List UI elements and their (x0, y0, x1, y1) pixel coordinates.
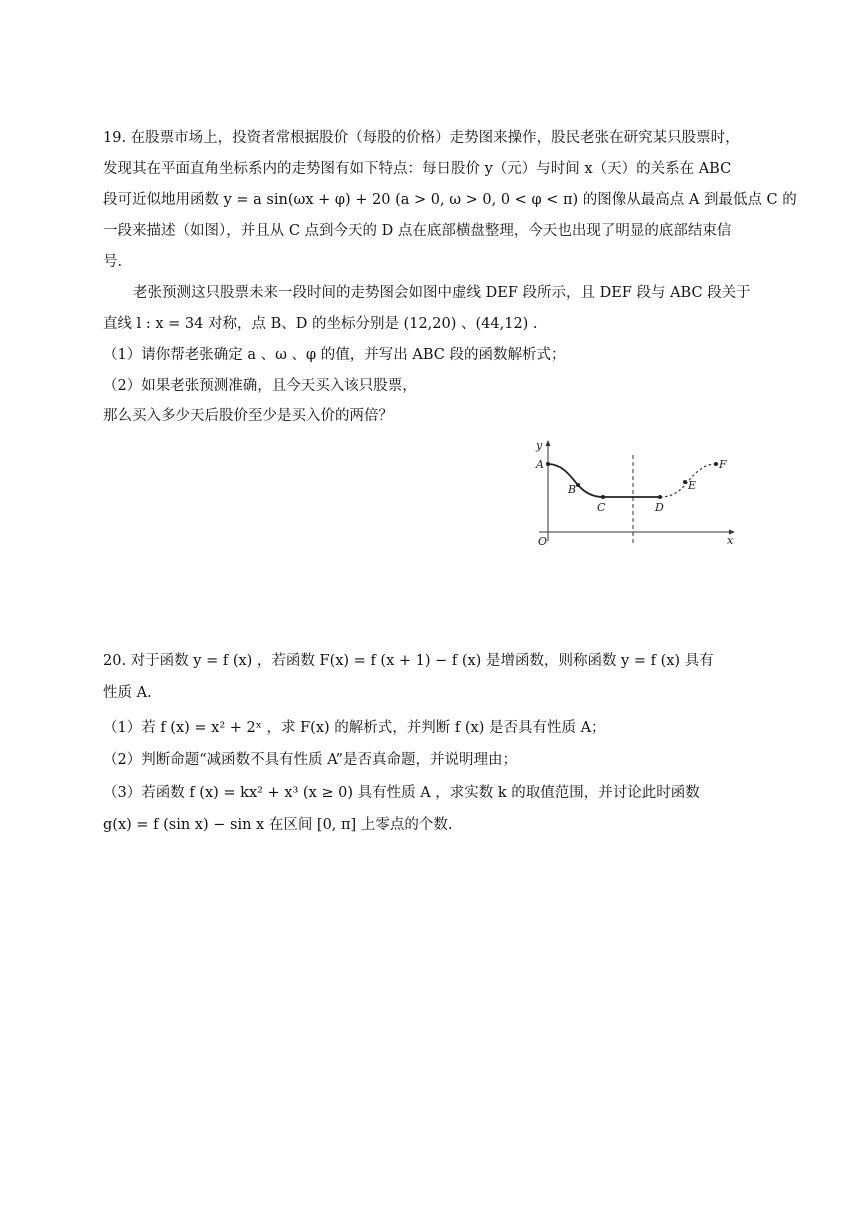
label-b: B (568, 483, 577, 496)
stock-trend-figure (533, 437, 738, 552)
label-f: F (719, 458, 727, 471)
point-f (714, 462, 718, 466)
label-a: A (536, 458, 544, 471)
q20-part-3-cont: g(x) = f (sin x) − sin x 在区间 [0, π] 上零点的个数. (103, 817, 453, 833)
label-origin: O (538, 535, 548, 548)
q19-part-2: （2）如果老张预测准确，且今天买入该只股票， (103, 378, 417, 394)
label-d: D (655, 501, 664, 514)
point-c (601, 495, 605, 499)
q20-part-1: （1）若 f (x) = x² + 2ˣ ，求 F(x) 的解析式，并判断 f (x) 是否具有性质 A； (103, 720, 606, 736)
label-x: x (727, 534, 734, 547)
q19-line-6: 老张预测这只股票未来一段时间的走势图会如图中虚线 DEF 段所示，且 DEF 段与 ABC 段关于 (133, 285, 751, 301)
point-d (658, 495, 662, 499)
point-e (683, 480, 687, 484)
q19-line-1: 19. 在股票市场上，投资者常根据股价（每股的价格）走势图来操作，股民老张在研究某只股票时， (103, 130, 740, 146)
q19-line-4: 一段来描述（如图），并且从 C 点到今天的 D 点在底部横盘整理，今天也出现了明显的底部结束信 (103, 223, 732, 239)
label-e: E (688, 479, 697, 492)
q19-line-2: 发现其在平面直角坐标系内的走势图有如下特点：每日股价 y（元）与时间 x（天）的关系在 ABC (103, 161, 732, 177)
q20-part-2: （2）判断命题“减函数不具有性质 A”是否真命题，并说明理由； (103, 752, 517, 768)
label-c: C (597, 501, 606, 514)
y-axis-arrow (546, 440, 551, 446)
q19-line-5: 号. (103, 254, 123, 270)
label-y: y (536, 439, 543, 452)
point-b (576, 483, 580, 487)
q20-line-1: 20. 对于函数 y = f (x) ，若函数 F(x) = f (x + 1) − f (x) 是增函数，则称函数 y = f (x) 具有 (103, 653, 714, 669)
q19-line-7: 直线 l : x = 34 对称，点 B、D 的坐标分别是 (12,20) 、(44,12) . (103, 316, 538, 332)
point-a (546, 462, 550, 466)
q19-line-3: 段可近似地用函数 y = a sin(ωx + φ) + 20 (a > 0, ω > 0, 0 < φ < π) 的图像从最高点 A 到最低点 C 的 (103, 192, 797, 208)
q20-line-2: 性质 A. (103, 685, 152, 701)
q19-part-2-cont: 那么买入多少天后股价至少是买入价的两倍？ (103, 408, 393, 424)
q20-part-3: （3）若函数 f (x) = kx² + x³ (x ≥ 0) 具有性质 A ，求实数 k 的取值范围，并讨论此时函数 (103, 785, 700, 801)
q19-part-1: （1）请你帮老张确定 a 、ω 、φ 的值，并写出 ABC 段的函数解析式； (103, 347, 566, 363)
